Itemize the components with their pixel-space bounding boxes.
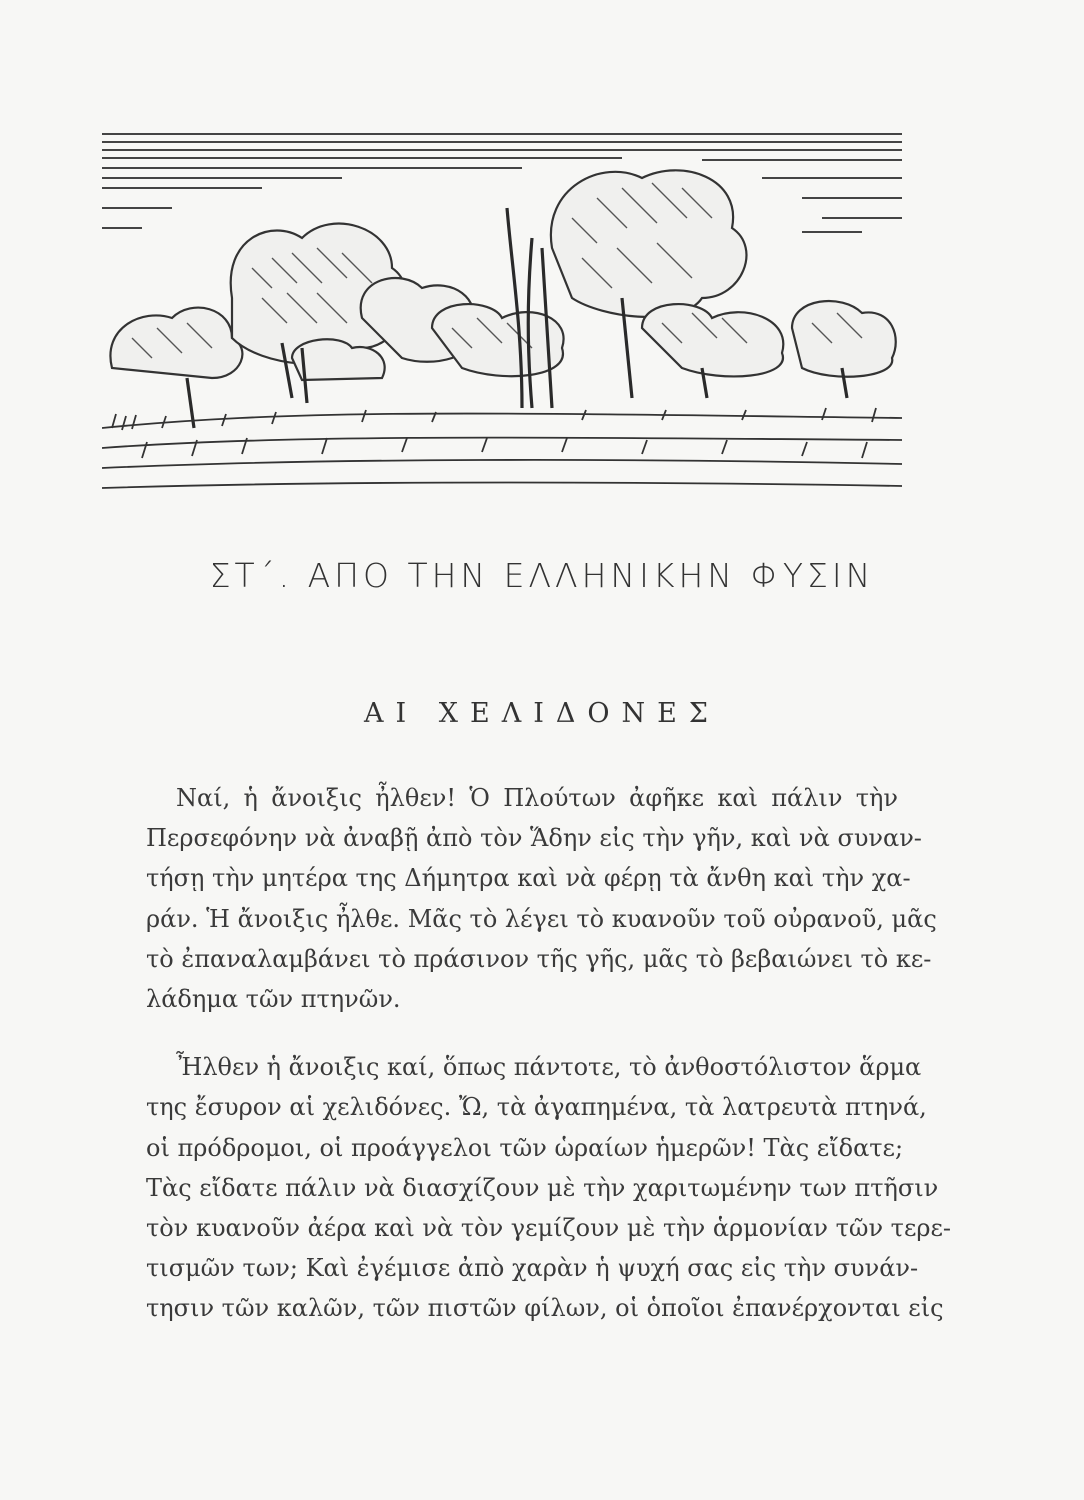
chapter-title: ΑΙ ΧΕΛΙΔΟΝΕΣ <box>364 698 720 729</box>
text-line: τησιν τῶν καλῶν, τῶν πιστῶν φίλων, οἱ ὁποῖοι ἐπανέρχονται εἰς <box>146 1294 944 1323</box>
landscape-illustration <box>102 128 902 494</box>
body-text <box>146 778 952 1329</box>
text-line: Περσεφόνην νὰ ἀναβῇ ἀπὸ τὸν Ἅδην εἰς τὴν γῆν, καὶ νὰ συναν- <box>146 824 922 853</box>
text-line: Τὰς εἴδατε πάλιν νὰ διασχίζουν μὲ τὴν χαριτωμένην των πτῆσιν <box>146 1173 939 1202</box>
text-line: τὸ ἐπαναλαμβάνει τὸ πράσινον τῆς γῆς, μᾶς τὸ βεβαιώνει τὸ κε- <box>146 944 932 973</box>
paragraph-gap <box>146 1019 898 1047</box>
text-line: τὸν κυανοῦν ἀέρα καὶ νὰ τὸν γεμίζουν μὲ τὴν ἁρμονίαν τῶν τερε- <box>146 1214 952 1243</box>
text-line: τισμῶν των; Καὶ ἐγέμισε ἀπὸ χαρὰν ἡ ψυχή σας εἰς τὴν συνάν- <box>146 1254 919 1283</box>
text-line: Ναί, ἡ ἄνοιξις ἦλθεν! Ὁ Πλούτων ἀφῆκε καὶ πάλιν τὴν <box>176 784 898 812</box>
text-line: ράν. Ἡ ἄνοιξις ἦλθε. Μᾶς τὸ λέγει τὸ κυανοῦν τοῦ οὐρανοῦ, μᾶς <box>146 904 937 933</box>
section-heading: ΣΤ΄. ΑΠΟ ΤΗΝ ΕΛΛΗΝΙΚΗΝ ΦΥΣΙΝ <box>209 556 875 595</box>
text-line: λάδημα τῶν πτηνῶν. <box>146 985 401 1014</box>
text-line: οἱ πρόδρομοι, οἱ προάγγελοι τῶν ὡραίων ἡμερῶν! Τὰς εἴδατε; <box>146 1133 904 1162</box>
paragraph-2 <box>146 1047 952 1328</box>
trees-engraving-icon <box>102 128 902 494</box>
text-line: τήσῃ τὴν μητέρα της Δήμητρα καὶ νὰ φέρῃ τὰ ἄνθη καὶ τὴν χα- <box>146 864 911 893</box>
text-line: της ἔσυρον αἱ χελιδόνες. Ὤ, τὰ ἀγαπημένα, τὰ λατρευτὰ πτηνά, <box>146 1093 927 1122</box>
text-line: Ἦλθεν ἡ ἄνοιξις καί, ὅπως πάντοτε, τὸ ἀνθοστόλιστον ἅρμα <box>176 1053 922 1082</box>
paragraph-1 <box>146 778 937 1019</box>
